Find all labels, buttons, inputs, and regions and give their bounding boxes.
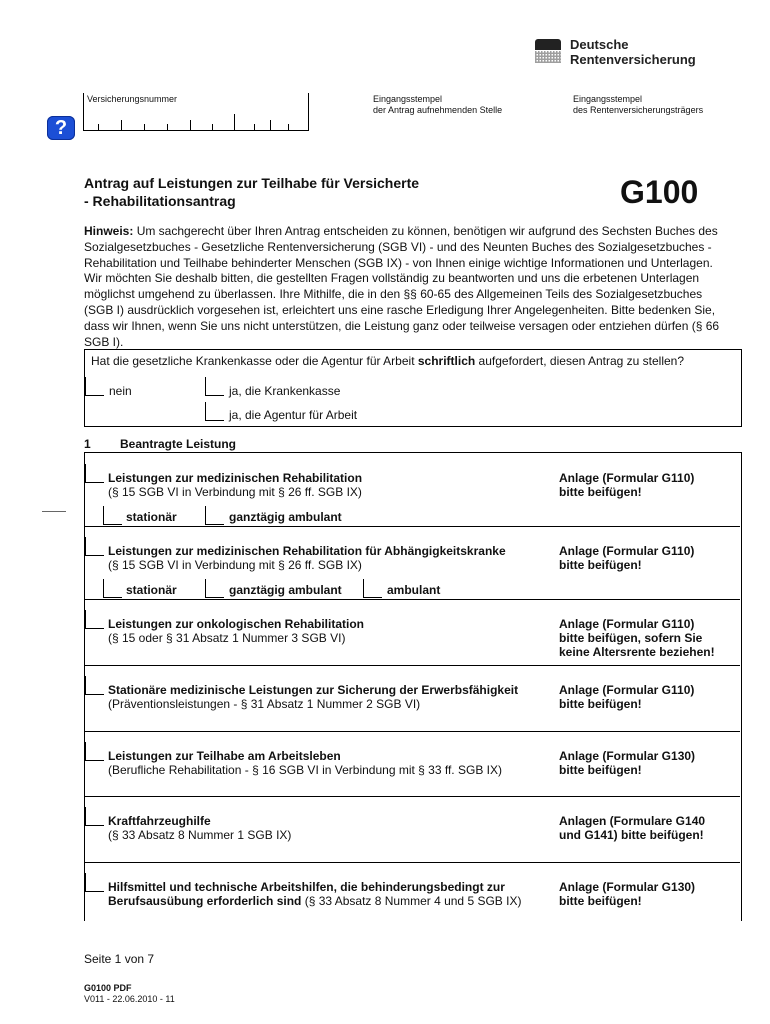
item-legal-bold: Berufsausübung erforderlich sind xyxy=(108,894,302,908)
checkbox-hilfsmittel[interactable] xyxy=(85,873,104,892)
question-mark-icon[interactable]: ? xyxy=(47,116,75,140)
logo-line-1: Deutsche xyxy=(570,37,629,52)
divider xyxy=(84,599,740,600)
label-krankenkasse: ja, die Krankenkasse xyxy=(229,384,341,398)
anlage-line: Anlage (Formular G110) xyxy=(559,544,695,558)
form-title xyxy=(84,174,419,210)
checkbox-arbeitsleben[interactable] xyxy=(85,742,104,761)
item-legal: (Berufliche Rehabilitation - § 16 SGB VI in Verbindung mit § 33 ff. SGB IX) xyxy=(108,763,502,777)
anlage-line: bitte beifügen! xyxy=(559,558,642,572)
label-ganztaegig: ganztägig ambulant xyxy=(229,510,342,524)
checkbox-ganztaegig-2[interactable] xyxy=(205,579,224,598)
checkbox-abhaengigkeit[interactable] xyxy=(85,537,104,556)
label-ganztaegig: ganztägig ambulant xyxy=(229,583,342,597)
form-version: V011 - 22.06.2010 - 11 xyxy=(84,994,175,1004)
item-legal: (Präventionsleistungen - § 31 Absatz 1 Nummer 2 SGB VI) xyxy=(108,697,421,711)
item-hilfsmittel xyxy=(108,880,521,908)
form-code: G0100 PDF xyxy=(84,983,132,993)
checkbox-nein[interactable] xyxy=(85,377,104,396)
divider xyxy=(84,731,740,732)
anlage-note xyxy=(559,617,715,659)
checkbox-kfz[interactable] xyxy=(85,807,104,826)
anlage-note xyxy=(559,880,695,908)
section-title: Beantragte Leistung xyxy=(120,437,237,451)
checkbox-stationaer-2[interactable] xyxy=(103,579,122,598)
stempel2-line1: Eingangsstempel xyxy=(573,94,643,104)
item-med-reha xyxy=(108,471,362,499)
item-legal-rest: (§ 33 Absatz 8 Nummer 4 und 5 SGB IX) xyxy=(301,894,522,908)
label-nein: nein xyxy=(109,384,132,398)
anlage-line: Anlage (Formular G130) xyxy=(559,749,696,763)
anlage-note xyxy=(559,814,705,842)
checkbox-onkologie[interactable] xyxy=(85,610,104,629)
title-line-1: Antrag auf Leistungen zur Teilhabe für Versicherte xyxy=(84,175,420,191)
item-title: Stationäre medizinische Leistungen zur Sicherung der Erwerbsfähigkeit xyxy=(108,683,519,697)
item-legal: (§ 33 Absatz 8 Nummer 1 SGB IX) xyxy=(108,828,292,842)
item-legal: (§ 15 SGB VI in Verbindung mit § 26 ff. SGB IX) xyxy=(108,558,362,572)
hint-text: Um sachgerecht über Ihren Antrag entscheiden zu können, benötigen wir aufgrund des Sechsten Buches des Sozialgesetzbuches - Gesetzliche Rentenversicherung (SGB VI) - und des Neunten Buches des Sozialgesetzbuches - Rehabilitation und Teilhabe behinderter Menschen (SGB IX) - von Ihnen einige wichtige Informationen und Unterlagen. Wir möchten Sie deshalb bitten, die gestellten Fragen vollständig zu beantworten und uns die erbetenen Unterlagen möglichst umgehend zu überlassen. Ihre Mithilfe, die in den §§ 60-65 des Allgemeinen Teils des Sozialgesetzbuches (SGB I) ausdrücklich vorgesehen ist, erleichtert uns eine rasche Erledigung Ihrer Angelegenheiten. Bitte bedenken Sie, dass wir Ihnen, wenn Sie uns nicht unterstützen, die Leistung ganz oder teilweise versagen oder entziehen dürfen (§ 66 SGB I). xyxy=(84,224,720,349)
anlage-line: bitte beifügen! xyxy=(559,485,642,499)
stempel1-line2: der Antrag aufnehmenden Stelle xyxy=(373,105,503,115)
hint-paragraph xyxy=(84,224,724,350)
divider xyxy=(84,526,740,527)
item-kfz xyxy=(108,814,291,842)
anlage-line: bitte beifügen! xyxy=(559,894,642,908)
checkbox-ganztaegig-1[interactable] xyxy=(205,506,224,525)
item-title: Leistungen zur medizinischen Rehabilitation xyxy=(108,471,363,485)
stempel2-line2: des Rentenversicherungsträgers xyxy=(573,105,704,115)
label-ambulant: ambulant xyxy=(387,583,441,597)
checkbox-med-reha[interactable] xyxy=(85,464,104,483)
item-legal xyxy=(108,894,521,908)
title-line-2: - Rehabilitationsantrag xyxy=(84,193,236,209)
section-number: 1 xyxy=(84,437,91,451)
item-legal: (§ 15 oder § 31 Absatz 1 Nummer 3 SGB VI) xyxy=(108,631,346,645)
question-bold: schriftlich xyxy=(417,354,476,368)
anlage-note xyxy=(559,471,694,499)
divider xyxy=(84,796,740,797)
anlage-line: Anlage (Formular G110) xyxy=(559,471,695,485)
item-title: Leistungen zur onkologischen Rehabilitation xyxy=(108,617,365,631)
fold-mark xyxy=(42,511,66,512)
item-title: Kraftfahrzeughilfe xyxy=(108,814,211,828)
anlage-note xyxy=(559,544,694,572)
label-stationaer: stationär xyxy=(126,583,177,597)
anlage-line: keine Altersrente beziehen! xyxy=(559,645,715,659)
anlage-line: bitte beifügen, sofern Sie xyxy=(559,631,703,645)
anlage-note xyxy=(559,749,695,777)
question-text xyxy=(91,354,684,368)
item-arbeitsleben xyxy=(108,749,502,777)
checkbox-ambulant-2[interactable] xyxy=(363,579,382,598)
stempel1-line1: Eingangsstempel xyxy=(373,94,443,104)
hint-label: Hinweis: xyxy=(84,224,134,238)
item-abhaengigkeit xyxy=(108,544,506,572)
anlage-line: Anlage (Formular G110) xyxy=(559,683,695,697)
anlage-line: und G141) bitte beifügen! xyxy=(559,828,704,842)
checkbox-agentur[interactable] xyxy=(205,402,224,421)
eingangsstempel-traeger xyxy=(573,94,703,116)
label-stationaer: stationär xyxy=(126,510,177,524)
logo-line-2: Rentenversicherung xyxy=(570,52,696,67)
item-title: Hilfsmittel und technische Arbeitshilfen, die behinderungsbedingt zur xyxy=(108,880,505,894)
divider xyxy=(84,665,740,666)
checkbox-krankenkasse[interactable] xyxy=(205,377,224,396)
drv-logo-text xyxy=(570,37,696,67)
anlage-line: bitte beifügen! xyxy=(559,763,642,777)
checkbox-praevention[interactable] xyxy=(85,676,104,695)
versicherungsnummer-field[interactable] xyxy=(83,93,309,131)
checkbox-stationaer-1[interactable] xyxy=(103,506,122,525)
label-agentur: ja, die Agentur für Arbeit xyxy=(229,408,358,422)
form-number: G100 xyxy=(620,174,699,210)
page-number: Seite 1 von 7 xyxy=(84,952,155,966)
item-praevention xyxy=(108,683,518,711)
eingangsstempel-stelle xyxy=(373,94,502,116)
versicherungsnummer-label: Versicherungsnummer xyxy=(87,94,178,104)
item-onkologie xyxy=(108,617,364,645)
anlage-line: bitte beifügen! xyxy=(559,697,642,711)
drv-logo-icon xyxy=(535,39,561,63)
anlage-note xyxy=(559,683,694,711)
anlage-line: Anlage (Formular G110) xyxy=(559,617,695,631)
anlage-line: Anlagen (Formulare G140 xyxy=(559,814,706,828)
item-title: Leistungen zur medizinischen Rehabilitation für Abhängigkeitskranke xyxy=(108,544,506,558)
divider xyxy=(84,862,740,863)
item-legal: (§ 15 SGB VI in Verbindung mit § 26 ff. SGB IX) xyxy=(108,485,362,499)
question-post: aufgefordert, diesen Antrag zu stellen? xyxy=(475,354,685,368)
item-title: Leistungen zur Teilhabe am Arbeitsleben xyxy=(108,749,341,763)
question-pre: Hat die gesetzliche Krankenkasse oder die Agentur für Arbeit xyxy=(91,354,418,368)
anlage-line: Anlage (Formular G130) xyxy=(559,880,696,894)
